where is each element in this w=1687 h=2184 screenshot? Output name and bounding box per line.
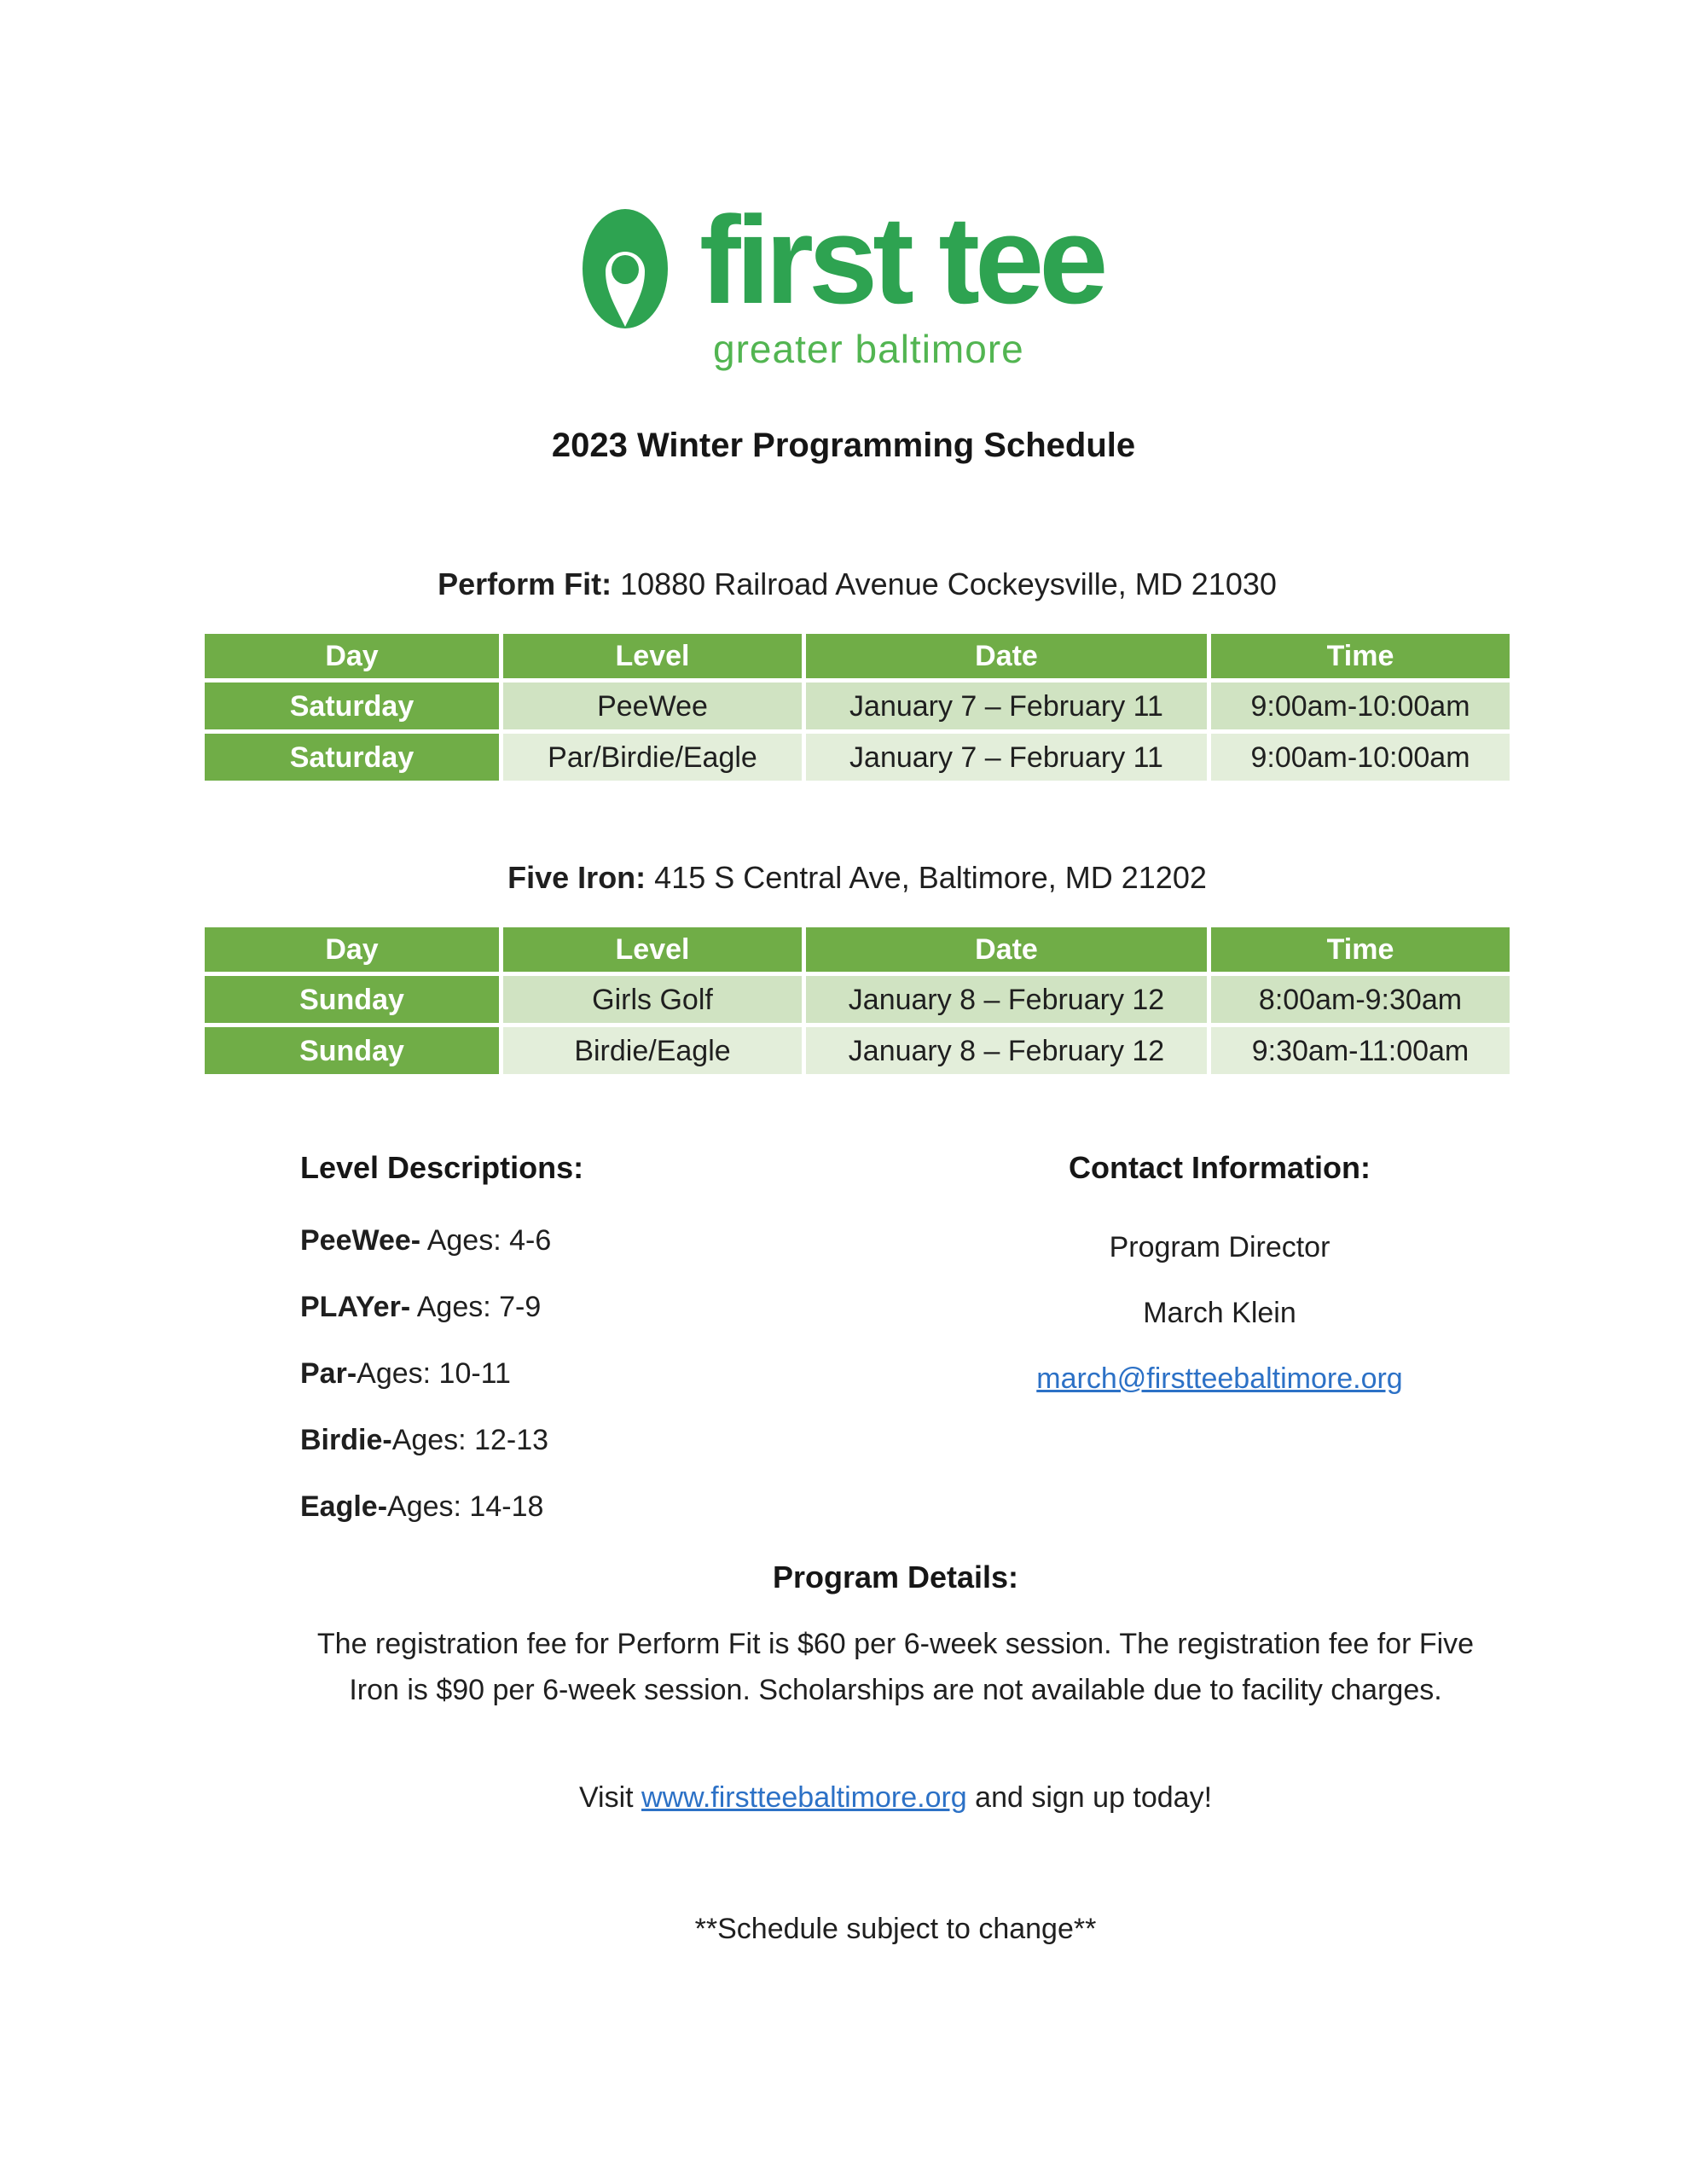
level-item-text: Ages: 10-11 xyxy=(357,1357,511,1390)
level-item-text: Ages: 7-9 xyxy=(410,1291,542,1323)
day-cell: Saturday xyxy=(205,682,499,729)
program-details-paragraph xyxy=(119,1621,1672,1713)
level-descriptions-list xyxy=(300,1226,551,1559)
level-item-label: Eagle- xyxy=(300,1490,388,1523)
date-cell: January 8 – February 12 xyxy=(806,976,1207,1023)
visit-prefix: Visit xyxy=(578,1781,642,1814)
level-cell: Girls Golf xyxy=(503,976,802,1023)
program-details-text: The registration fee for Perform Fit is $60 per 6-week session. The registration fee for Five Iron is $90 per 6-week session. Scholarships are not available due to facility charges. xyxy=(316,1628,1475,1706)
day-cell: Saturday xyxy=(205,734,499,781)
location-pin-icon xyxy=(583,209,668,328)
website-link[interactable]: www.firstteebaltimore.org xyxy=(641,1781,967,1814)
contact-heading: Contact Information: xyxy=(1069,1150,1371,1185)
date-cell: January 7 – February 11 xyxy=(806,682,1207,729)
contact-role: Program Director xyxy=(1109,1231,1330,1263)
venue-heading-perform-fit xyxy=(205,566,1510,602)
level-item-label: PeeWee- xyxy=(300,1224,421,1257)
time-cell: 9:00am-10:00am xyxy=(1211,734,1510,781)
visit-line xyxy=(119,1781,1672,1815)
table-header-cell: Day xyxy=(205,634,499,678)
visit-suffix: and sign up today! xyxy=(966,1781,1213,1814)
contact-info-section xyxy=(964,1150,1475,1430)
level-item-text: Ages: 4-6 xyxy=(420,1224,552,1257)
program-details-heading: Program Details: xyxy=(772,1560,1019,1594)
time-cell: 9:00am-10:00am xyxy=(1211,682,1510,729)
day-cell: Sunday xyxy=(205,1027,499,1074)
schedule-disclaimer: **Schedule subject to change** xyxy=(694,1913,1097,1945)
level-item-text: Ages: 12-13 xyxy=(391,1424,549,1456)
contact-email-link[interactable]: march@firstteebaltimore.org xyxy=(1036,1362,1403,1395)
schedule-table-perform-fit xyxy=(205,634,1510,781)
level-cell: Par/Birdie/Eagle xyxy=(503,734,802,781)
day-cell: Sunday xyxy=(205,976,499,1023)
venue-address: 10880 Railroad Avenue Cockeysville, MD 21030 xyxy=(612,566,1277,601)
date-cell: January 7 – February 11 xyxy=(806,734,1207,781)
table-header-cell: Time xyxy=(1211,927,1510,972)
date-cell: January 8 – February 12 xyxy=(806,1027,1207,1074)
level-item-label: PLAYer- xyxy=(300,1291,411,1323)
level-item xyxy=(300,1492,551,1521)
table-header-cell: Date xyxy=(806,927,1207,972)
level-item-text: Ages: 14-18 xyxy=(387,1490,544,1523)
level-item xyxy=(300,1426,551,1455)
page-title: 2023 Winter Programming Schedule xyxy=(551,427,1136,464)
time-cell: 9:30am-11:00am xyxy=(1211,1027,1510,1074)
level-item xyxy=(300,1359,551,1388)
contact-name: March Klein xyxy=(1143,1297,1296,1329)
table-header-cell: Level xyxy=(503,927,802,972)
level-item xyxy=(300,1292,551,1321)
venue-heading-five-iron xyxy=(205,860,1510,896)
level-cell: Birdie/Eagle xyxy=(503,1027,802,1074)
level-item-label: Birdie- xyxy=(300,1424,392,1456)
schedule-table-five-iron xyxy=(205,927,1510,1074)
brand-wordmark: first tee xyxy=(699,190,1104,329)
table-header-cell: Date xyxy=(806,634,1207,678)
time-cell: 8:00am-9:30am xyxy=(1211,976,1510,1023)
table-header-cell: Day xyxy=(205,927,499,972)
venue-name: Five Iron: xyxy=(507,860,646,895)
level-item xyxy=(300,1226,551,1255)
table-header-cell: Level xyxy=(503,634,802,678)
table-header-cell: Time xyxy=(1211,634,1510,678)
venue-address: 415 S Central Ave, Baltimore, MD 21202 xyxy=(646,860,1207,895)
chapter-name: greater baltimore xyxy=(713,327,1024,371)
level-cell: PeeWee xyxy=(503,682,802,729)
level-descriptions-heading: Level Descriptions: xyxy=(300,1150,584,1185)
venue-name: Perform Fit: xyxy=(438,566,612,601)
level-item-label: Par- xyxy=(300,1357,357,1390)
